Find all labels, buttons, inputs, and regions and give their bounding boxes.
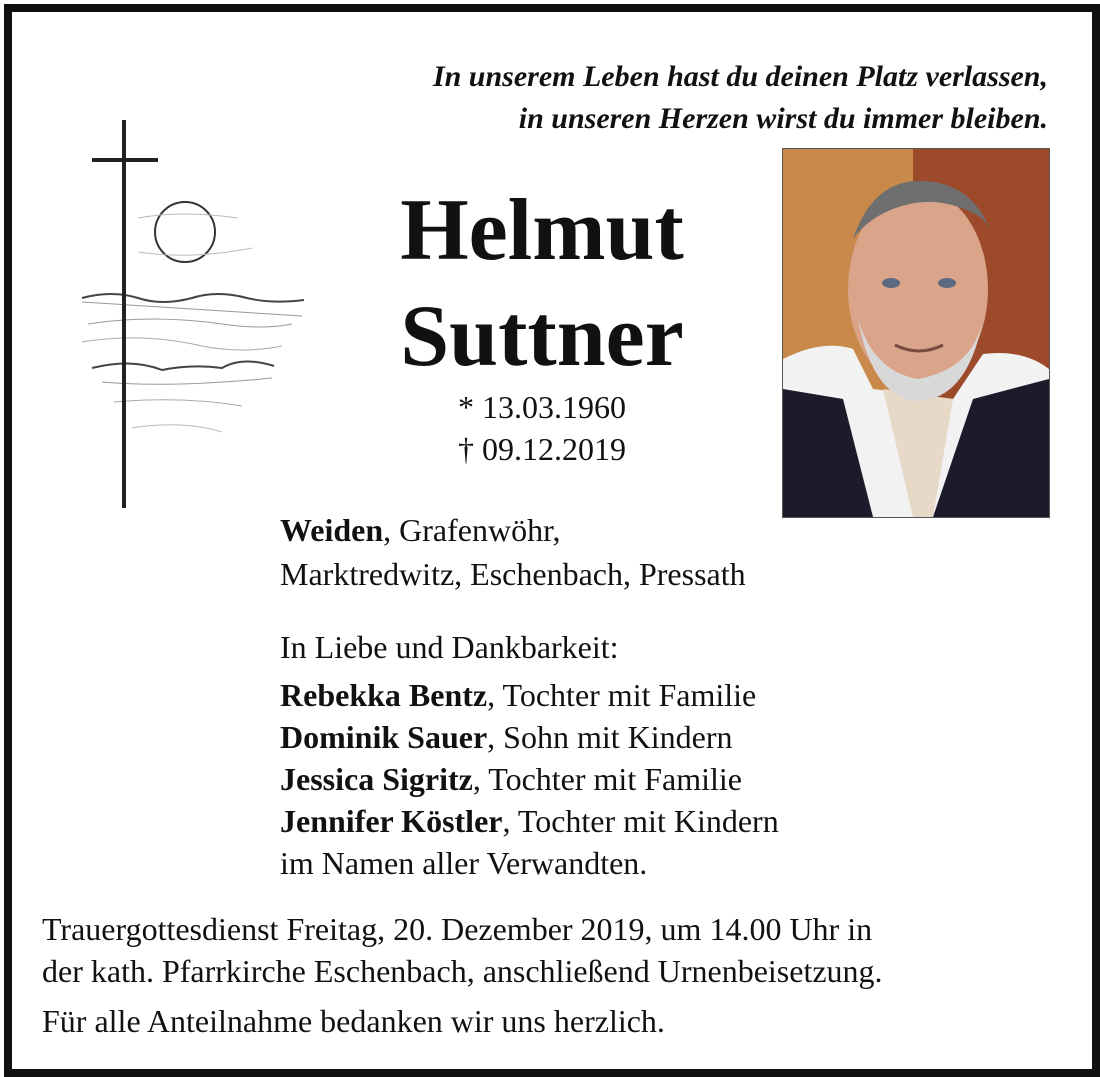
places-line-1 [280,508,746,552]
mourner-relation: , Tochter mit Familie [487,677,757,713]
obituary-frame [4,4,1100,1077]
mourner-row [280,758,779,800]
service-line-2: der kath. Pfarrkirche Eschenbach, anschließend Urnenbeisetzung. [42,953,883,989]
mourner-relation: , Tochter mit Familie [472,761,742,797]
last-name: Suttner [400,288,684,385]
mourner-row [280,716,779,758]
cross-landscape-illustration [42,102,322,522]
mourners-intro: In Liebe und Dankbarkeit: [280,629,619,665]
motto [433,56,1048,140]
motto-line-2: in unseren Herzen wirst du immer bleiben. [518,102,1048,135]
portrait-photo [782,148,1050,518]
mourner-name: Dominik Sauer [280,719,488,755]
cross-icon [92,120,158,508]
places-line-2: Marktredwitz, Eschenbach, Pressath [280,556,746,592]
service-line-1: Trauergottesdienst Freitag, 20. Dezember 2019, um 14.00 Uhr in [42,911,873,947]
deceased-name [312,178,772,390]
place-main: Weiden [280,512,384,548]
mourner-relation: , Tochter mit Kindern [502,803,779,839]
mourner-name: Jessica Sigritz [280,761,473,797]
places [280,508,746,596]
death-date: † 09.12.2019 [458,431,626,467]
sun-landscape-icon [82,202,304,432]
thanks-line: Für alle Anteilnahme bedanken wir uns herzlich. [42,1003,665,1039]
first-name: Helmut [400,182,684,279]
mourner-row [280,674,779,716]
mourners [280,626,779,884]
motto-line-1: In unserem Leben hast du deinen Platz verlassen, [432,60,1048,93]
mourner-name: Rebekka Bentz [280,677,488,713]
life-dates [392,386,692,470]
service-info [42,908,1072,1042]
mourner-row [280,800,779,842]
mourner-relation: , Sohn mit Kindern [487,719,733,755]
mourner-name: Jennifer Köstler [280,803,503,839]
birth-date: * 13.03.1960 [458,389,626,425]
mourners-closing: im Namen aller Verwandten. [280,845,648,881]
place-rest: , Grafenwöhr, [383,512,561,548]
